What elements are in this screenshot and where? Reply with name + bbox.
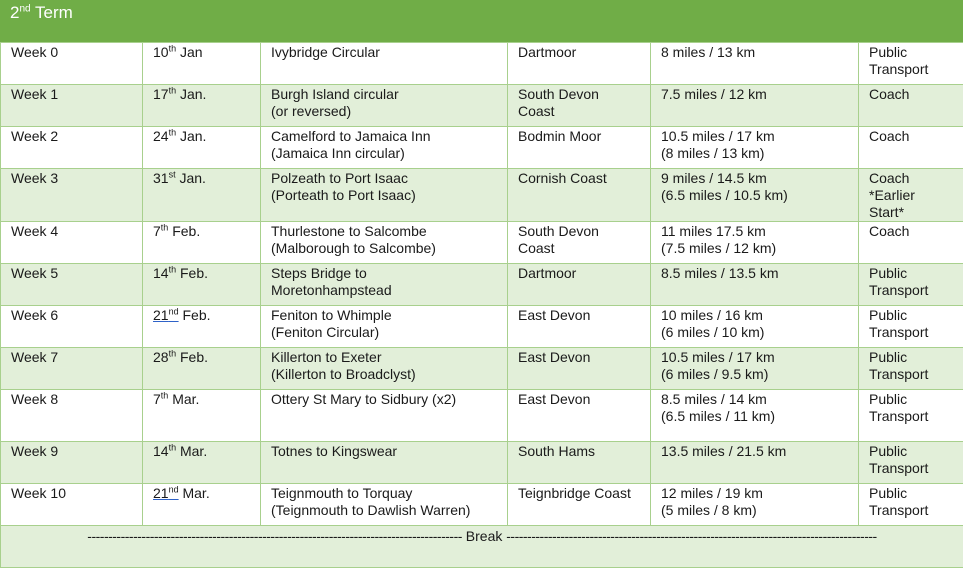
table-row [1,169,963,222]
area-cell [508,222,651,264]
distance-cell [651,348,859,390]
transport-line-2: Transport [869,324,953,341]
transport-line-1: Public [869,443,953,460]
route-cell [261,264,508,306]
distance-main: 13.5 miles / 21.5 km [661,443,848,460]
distance-cell [651,442,859,484]
table-row [1,348,963,390]
date-day: 24 [153,128,169,144]
date-cell [143,43,261,85]
transport-line-1: Public [869,349,953,366]
route-main: Steps Bridge to [271,265,497,282]
distance-cell [651,85,859,127]
week-label: Week 0 [11,44,58,60]
transport-line-1: Coach [869,128,953,145]
distance-main: 10.5 miles / 17 km [661,128,848,145]
area-cell [508,484,651,526]
area-cell [508,127,651,169]
transport-cell [859,348,963,390]
distance-alternative: (7.5 miles / 12 km) [661,240,848,257]
week-label: Week 7 [11,349,58,365]
area-cell [508,169,651,222]
transport-cell [859,169,963,222]
date-month: Jan [176,44,202,60]
date-day-link[interactable]: 21nd [153,485,179,501]
area-cell [508,264,651,306]
area-line-1: South Hams [518,443,640,460]
area-line-1: Dartmoor [518,265,640,282]
route-main: Totnes to Kingswear [271,443,497,460]
date-month: Feb. [176,349,208,365]
break-label: Break [462,528,506,544]
area-line-1: Cornish Coast [518,170,640,187]
week-label: Week 4 [11,223,58,239]
week-label: Week 5 [11,265,58,281]
week-label: Week 3 [11,170,58,186]
date-day: 17 [153,86,169,102]
week-label: Week 1 [11,86,58,102]
week-label: Week 2 [11,128,58,144]
transport-cell [859,484,963,526]
distance-main: 11 miles 17.5 km [661,223,848,240]
distance-alternative: (6 miles / 9.5 km) [661,366,848,383]
distance-main: 12 miles / 19 km [661,485,848,502]
area-cell [508,390,651,442]
date-day: 31 [153,170,169,186]
transport-line-3: Start* [869,204,953,221]
route-cell [261,348,508,390]
distance-main: 10.5 miles / 17 km [661,349,848,366]
route-main: Ivybridge Circular [271,44,497,61]
table-row [1,85,963,127]
date-ordinal: st [169,169,176,179]
date-month: Jan. [176,128,206,144]
date-month: Jan. [176,170,206,186]
transport-line-1: Public [869,485,953,502]
table-row [1,43,963,85]
date-day: 28 [153,349,169,365]
transport-cell [859,127,963,169]
transport-line-2: *Earlier [869,187,953,204]
date-ordinal: th [161,390,169,400]
date-cell [143,442,261,484]
term-title-label: Term [31,3,73,22]
transport-line-1: Coach [869,170,953,187]
week-cell [1,127,143,169]
transport-cell [859,43,963,85]
area-line-1: East Devon [518,391,640,408]
date-ordinal: th [169,43,177,53]
week-cell [1,43,143,85]
area-line-1: East Devon [518,349,640,366]
date-cell [143,127,261,169]
transport-line-1: Coach [869,223,953,240]
area-line-1: East Devon [518,307,640,324]
route-main: Ottery St Mary to Sidbury (x2) [271,391,497,408]
distance-alternative: (5 miles / 8 km) [661,502,848,519]
transport-line-2: Transport [869,366,953,383]
date-day-link[interactable]: 21nd [153,307,179,323]
week-cell [1,264,143,306]
table-row [1,442,963,484]
area-cell [508,306,651,348]
week-label: Week 6 [11,307,58,323]
date-day: 10 [153,44,169,60]
area-cell [508,43,651,85]
route-main: Burgh Island circular [271,86,497,103]
week-cell [1,85,143,127]
date-month: Mar. [176,443,207,459]
route-cell [261,169,508,222]
date-month: Mar. [168,391,199,407]
date-ordinal: th [169,127,177,137]
transport-line-2: Transport [869,502,953,519]
route-cell [261,442,508,484]
date-ordinal: th [169,85,177,95]
date-day: 14 [153,443,169,459]
week-label: Week 10 [11,485,66,501]
route-cell [261,390,508,442]
transport-cell [859,85,963,127]
distance-alternative: (6.5 miles / 10.5 km) [661,187,848,204]
route-main: Killerton to Exeter [271,349,497,366]
date-ordinal: th [169,264,177,274]
table-row [1,264,963,306]
date-cell [143,484,261,526]
transport-cell [859,222,963,264]
date-ordinal: th [169,348,177,358]
transport-line-1: Public [869,44,953,61]
distance-main: 10 miles / 16 km [661,307,848,324]
week-cell [1,484,143,526]
break-row [1,526,963,568]
date-ordinal: th [169,442,177,452]
route-main: Thurlestone to Salcombe [271,223,497,240]
area-line-1: Bodmin Moor [518,128,640,145]
area-line-2: Coast [518,103,640,120]
distance-cell [651,484,859,526]
route-alternative: (Porteath to Port Isaac) [271,187,497,204]
walk-schedule-table [0,42,963,568]
week-cell [1,348,143,390]
transport-cell [859,306,963,348]
table-row [1,127,963,169]
route-alternative: Moretonhampstead [271,282,497,299]
area-cell [508,442,651,484]
route-main: Feniton to Whimple [271,307,497,324]
distance-cell [651,306,859,348]
route-cell [261,127,508,169]
term-header [0,0,963,42]
date-month: Mar. [179,485,210,501]
date-cell [143,169,261,222]
distance-cell [651,43,859,85]
transport-line-2: Transport [869,460,953,477]
route-alternative: (or reversed) [271,103,497,120]
date-month: Feb. [179,307,211,323]
term-title-ordinal: nd [19,3,30,14]
week-cell [1,442,143,484]
table-row [1,306,963,348]
distance-main: 7.5 miles / 12 km [661,86,848,103]
area-line-1: South Devon [518,223,640,240]
date-cell [143,306,261,348]
area-line-1: Dartmoor [518,44,640,61]
distance-alternative: (6.5 miles / 11 km) [661,408,848,425]
distance-main: 9 miles / 14.5 km [661,170,848,187]
route-cell [261,85,508,127]
area-line-1: South Devon [518,86,640,103]
transport-line-2: Transport [869,61,953,78]
date-month: Feb. [168,223,200,239]
transport-line-1: Public [869,307,953,324]
week-cell [1,169,143,222]
break-dashes-left: ------------------------------------------------------------------------------------------ [87,528,462,544]
date-cell [143,390,261,442]
date-cell [143,85,261,127]
area-line-1: Teignbridge Coast [518,485,640,502]
week-cell [1,222,143,264]
route-main: Polzeath to Port Isaac [271,170,497,187]
date-day: 7 [153,223,161,239]
break-dashes-right: ----------------------------------------------------------------------------------------- [506,528,876,544]
area-cell [508,85,651,127]
route-main: Camelford to Jamaica Inn [271,128,497,145]
date-ordinal: th [161,222,169,232]
route-alternative: (Malborough to Salcombe) [271,240,497,257]
distance-main: 8 miles / 13 km [661,44,848,61]
table-row [1,484,963,526]
table-row [1,222,963,264]
distance-alternative: (8 miles / 13 km) [661,145,848,162]
distance-main: 8.5 miles / 14 km [661,391,848,408]
route-cell [261,222,508,264]
distance-alternative: (6 miles / 10 km) [661,324,848,341]
transport-line-2: Transport [869,408,953,425]
transport-cell [859,442,963,484]
date-cell [143,348,261,390]
route-cell [261,43,508,85]
route-main: Teignmouth to Torquay [271,485,497,502]
week-label: Week 9 [11,443,58,459]
distance-cell [651,222,859,264]
transport-cell [859,390,963,442]
break-cell [1,526,963,568]
area-line-2: Coast [518,240,640,257]
distance-main: 8.5 miles / 13.5 km [661,265,848,282]
route-alternative: (Killerton to Broadclyst) [271,366,497,383]
distance-cell [651,127,859,169]
area-cell [508,348,651,390]
distance-cell [651,169,859,222]
route-alternative: (Teignmouth to Dawlish Warren) [271,502,497,519]
distance-cell [651,264,859,306]
route-cell [261,306,508,348]
table-row [1,390,963,442]
route-cell [261,484,508,526]
route-alternative: (Jamaica Inn circular) [271,145,497,162]
date-day: 7 [153,391,161,407]
transport-line-1: Public [869,265,953,282]
week-cell [1,390,143,442]
transport-line-1: Coach [869,86,953,103]
term-title-number: 2 [10,3,19,22]
distance-cell [651,390,859,442]
date-cell [143,222,261,264]
transport-line-1: Public [869,391,953,408]
week-cell [1,306,143,348]
date-month: Jan. [176,86,206,102]
transport-line-2: Transport [869,282,953,299]
date-cell [143,264,261,306]
transport-cell [859,264,963,306]
week-label: Week 8 [11,391,58,407]
date-month: Feb. [176,265,208,281]
route-alternative: (Feniton Circular) [271,324,497,341]
date-day: 14 [153,265,169,281]
